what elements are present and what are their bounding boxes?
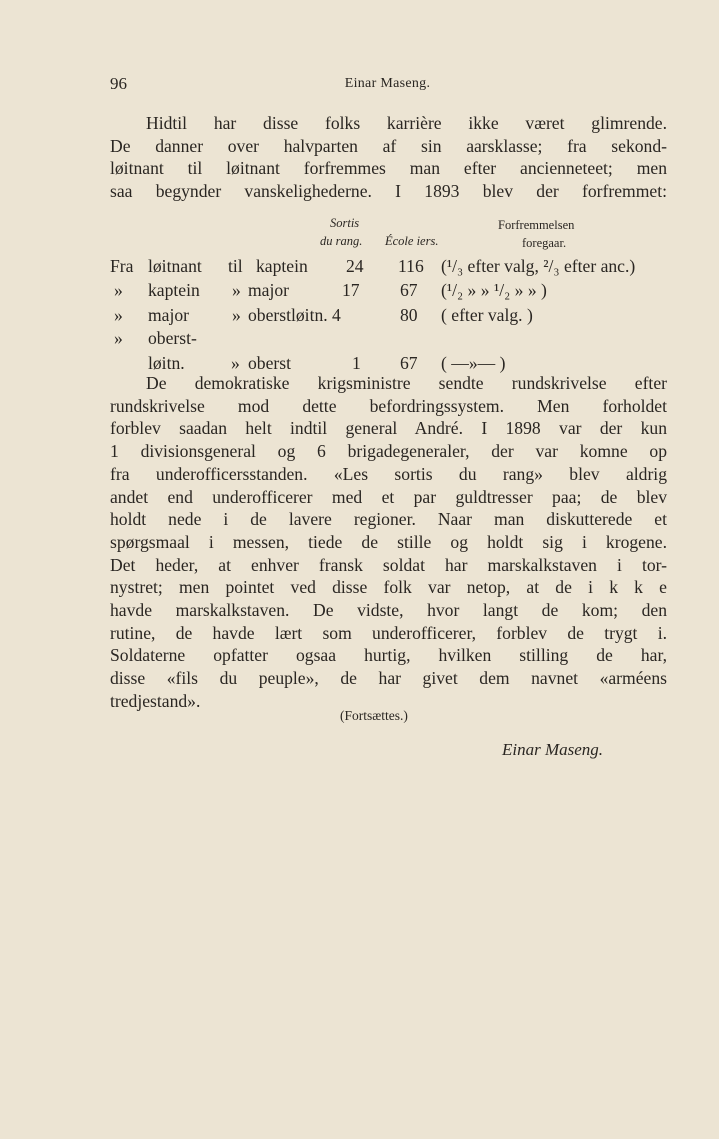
row-ecoliers: 67 [400,353,418,373]
body-paragraph [110,372,667,713]
row-ecoliers: 67 [400,280,418,300]
col-head-ecoliers: École iers. [385,234,439,248]
running-title: Einar Maseng. [344,76,431,91]
body-line: rutine, de havde lært som underofficerer, forblev de trygt i. [110,622,667,643]
table-row [110,280,667,302]
author-signature: Einar Maseng. [502,740,604,759]
body-line: fra underofficersstanden. «Les sortis du rang» blev aldrig [110,463,667,484]
row-to: major [248,280,290,300]
body-line: disse «fils du peuple», de har givet dem navnet «arméens [110,668,667,689]
row-from: oberst- [148,328,197,348]
row-from: løitnant [148,256,202,276]
intro-line: De danner over halvparten af sin aarsklasse; fra sekond- [110,135,667,156]
row-to: oberst [248,353,291,373]
body-line: nystret; men pointet ved disse folk var netop, at de i k k e [110,577,667,598]
row-to: kaptein [256,256,308,276]
row-from: løitn. [148,353,185,373]
row-from: kaptein [148,280,200,300]
row-ecoliers: 116 [398,256,424,276]
row-prefix: » [114,328,123,348]
row-note: (¹/₂ » » ¹/₂ » » ) [441,280,547,300]
page-number: 96 [110,74,127,93]
body-line: De demokratiske krigsministre sendte rundskrivelse efter [146,373,667,393]
row-to-prefix: » [232,280,241,300]
intro-line: saa begynder vanskelighederne. I 1893 blev der forfremmet: [110,181,667,202]
body-line: spørgsmaal i messen, tiede de stille og holdt sig i krogene. [110,531,667,552]
col-head-sortis: Sortis [330,216,360,230]
row-ecoliers: 80 [400,305,418,325]
col-head-foregaar: foregaar. [522,236,567,250]
row-prefix: » [114,280,123,300]
intro-line: løitnant til løitnant forfremmes man efter ancienneteet; men [110,158,667,179]
body-line: havde marskalkstaven. De vidste, hvor langt de kom; den [110,600,667,621]
body-line: forblev saadan helt indtil general André. I 1898 var der kun [110,418,667,439]
intro-line: Hidtil har disse folks karrière ikke været glimrende. [146,113,667,133]
row-prefix: Fra [110,256,134,276]
row-sortis: 17 [342,280,360,300]
continuation-note: (Fortsættes.) [340,708,408,723]
body-line: 1 divisionsgeneral og 6 brigadegeneraler, der var komne op [110,441,667,462]
row-to: oberstløitn. 4 [248,305,341,325]
body-line: andet end underofficerer med et par guldtresser paa; de blev [110,486,667,507]
row-to-prefix: til [228,256,243,276]
col-head-du-rang: du rang. [320,234,363,248]
body-line: tredjestand». [110,690,201,711]
table-header [110,216,667,252]
intro-paragraph [110,112,667,203]
row-prefix: » [114,305,123,325]
table-row [110,305,667,327]
row-note: (¹/₃ efter valg, ²/₃ efter anc.) [441,256,636,276]
table-row [110,256,667,278]
row-to-prefix: » [231,353,240,373]
body-line: Soldaterne opfatter ogsaa hurtig, hvilken stilling de har, [110,645,667,666]
row-from: major [148,305,190,325]
row-sortis: 24 [346,256,364,276]
row-to-prefix: » [232,305,241,325]
page-header [110,74,665,96]
body-line: rundskrivelse mod dette befordringssystem. Men forholdet [110,395,667,416]
body-line: holdt nede i de lavere regioner. Naar man diskutterede et [110,509,667,530]
col-head-forfremmelsen: Forfremmelsen [498,218,575,232]
row-note: ( —»— ) [441,353,506,373]
table-row [110,328,667,350]
row-sortis: 1 [352,353,361,373]
row-note: ( efter valg. ) [441,305,533,325]
body-line: Det heder, at enhver fransk soldat har marskalkstaven i tor- [110,554,667,575]
